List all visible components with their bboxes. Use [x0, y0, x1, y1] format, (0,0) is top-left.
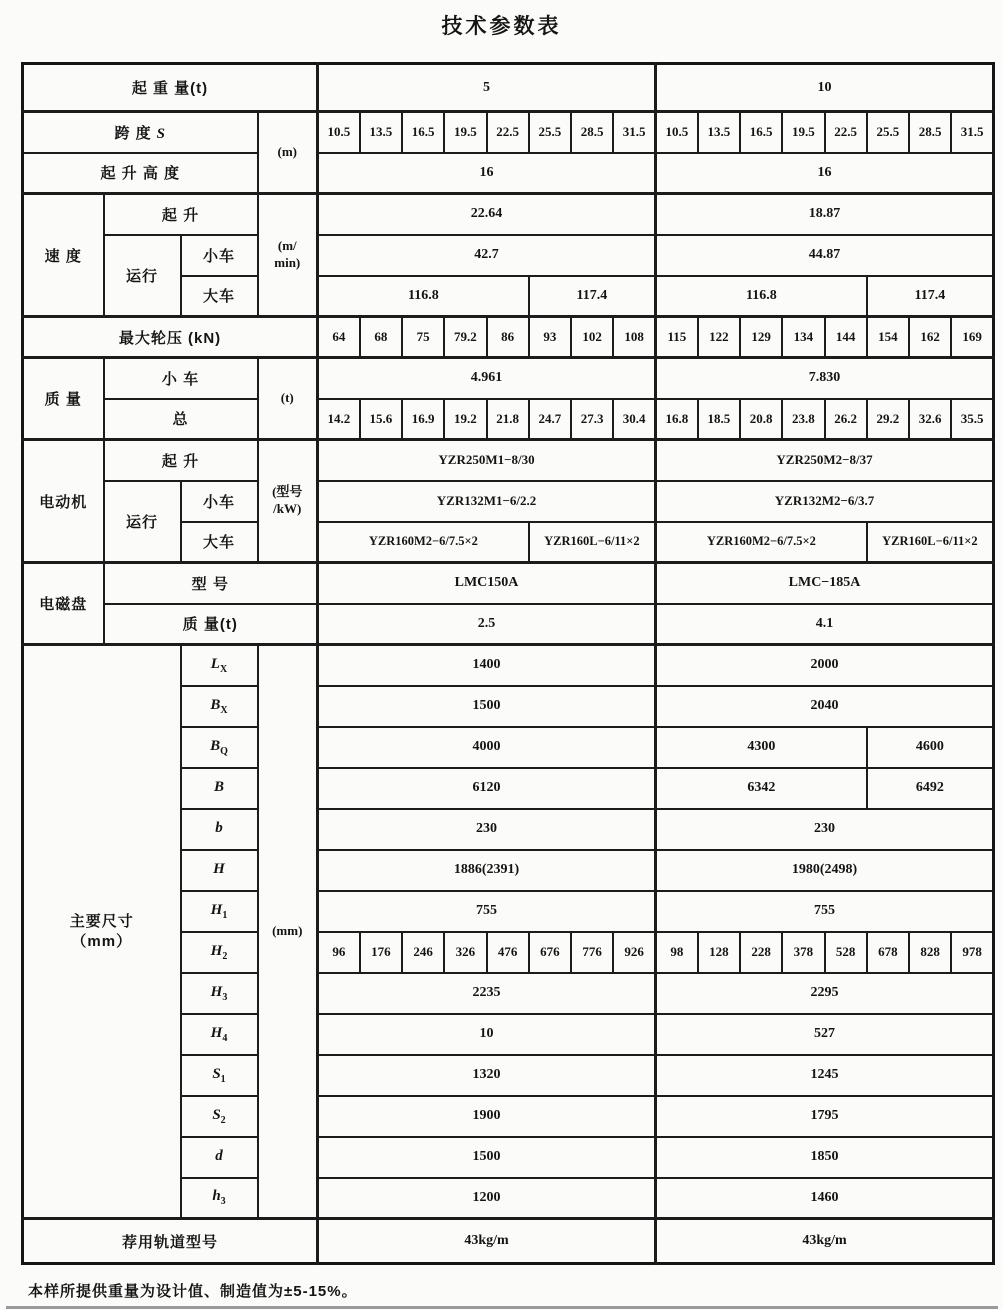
dim-h2-value-cell: 828: [909, 932, 951, 973]
dim-b-5-cell: 6120: [318, 768, 656, 809]
dim-symbol: B: [213, 778, 224, 795]
dim-h4-5-cell: 10: [318, 1014, 656, 1055]
wheel-pressure-value-cell: 115: [656, 317, 698, 358]
mass-total-value-cell: 27.3: [571, 399, 613, 440]
mass-total-value-cell: 24.7: [529, 399, 571, 440]
speed-crane-10a-cell: 116.8: [656, 276, 867, 317]
span-label: 跨 度: [114, 124, 152, 142]
span-value-cell: 31.5: [951, 112, 993, 153]
dim-label-cell: [181, 809, 258, 850]
dim-b2-10-cell: 230: [656, 809, 994, 850]
mass-group-cell: 质 量: [23, 358, 104, 440]
mass-trolley-5-cell: 4.961: [318, 358, 656, 399]
dim-symbol: H: [210, 901, 223, 918]
wheel-pressure-value-cell: 144: [825, 317, 867, 358]
mass-total-value-cell: 14.2: [318, 399, 360, 440]
motor-group-cell: 电动机: [23, 440, 104, 563]
motor-unit-cell: [258, 440, 318, 563]
lift-height-10-cell: 16: [656, 153, 994, 194]
dim-lx-5-cell: 1400: [318, 645, 656, 686]
mass-total-value-cell: 35.5: [951, 399, 993, 440]
dim-bq-10b-cell: 4600: [867, 727, 994, 768]
dim-h2-value-cell: 176: [360, 932, 402, 973]
row-speed-hoist: [23, 194, 994, 235]
magnet-mass-label-cell: 质 量(t): [104, 604, 318, 645]
dim-bx-5-cell: 1500: [318, 686, 656, 727]
motor-trolley-label-cell: 小车: [181, 481, 258, 522]
wheel-pressure-value-cell: 134: [782, 317, 824, 358]
motor-crane-10b-cell: YZR160L−6/11×2: [867, 522, 994, 563]
lift-height-label-cell: 起 升 高 度: [23, 153, 258, 194]
wheel-pressure-value-cell: 154: [867, 317, 909, 358]
footnote: 本样所提供重量为设计值、制造值为±5-15%。: [28, 1283, 358, 1300]
capacity-5-cell: 5: [318, 64, 656, 112]
mass-total-value-cell: 20.8: [740, 399, 782, 440]
dim-label-cell: [181, 1096, 258, 1137]
dim-subscript: X: [219, 663, 228, 675]
dim-h1-10-cell: 755: [656, 891, 994, 932]
dim-b-10a-cell: 6342: [656, 768, 867, 809]
mass-total-value-cell: 29.2: [867, 399, 909, 440]
scan-edge-line: [6, 1306, 998, 1309]
dim-h2-value-cell: 676: [529, 932, 571, 973]
magnet-model-label-cell: 型 号: [104, 563, 318, 604]
table-container: [21, 62, 995, 1265]
motor-unit-line1: (型号: [272, 484, 303, 500]
dims-unit-cell: (mm): [258, 645, 318, 1219]
dim-h2-value-cell: 776: [571, 932, 613, 973]
wheel-pressure-value-cell: 122: [698, 317, 740, 358]
mass-trolley-10-cell: 7.830: [656, 358, 994, 399]
dim-bq-5-cell: 4000: [318, 727, 656, 768]
capacity-label-cell: 起 重 量(t): [23, 64, 318, 112]
row-magnet-mass: [23, 604, 994, 645]
dim-label-cell: [181, 645, 258, 686]
mass-trolley-label-cell: 小 车: [104, 358, 258, 399]
span-value-cell: 16.5: [740, 112, 782, 153]
dim-d-10-cell: 1850: [656, 1137, 994, 1178]
row-wheel-pressure: [23, 317, 994, 358]
row-motor-hoist: [23, 440, 994, 481]
magnet-model-10-cell: LMC−185A: [656, 563, 994, 604]
dim-symbol: H: [210, 983, 223, 1000]
span-value-cell: 28.5: [571, 112, 613, 153]
span-value-cell: 10.5: [656, 112, 698, 153]
speed-hoist-label-cell: 起 升: [104, 194, 258, 235]
speed-trolley-label-cell: 小车: [181, 235, 258, 276]
dim-s2-5-cell: 1900: [318, 1096, 656, 1137]
span-value-cell: 25.5: [529, 112, 571, 153]
magnet-mass-10-cell: 4.1: [656, 604, 994, 645]
dim-subscript: 1: [222, 909, 228, 921]
dim-d-5-cell: 1500: [318, 1137, 656, 1178]
motor-hoist-label-cell: 起 升: [104, 440, 258, 481]
wheel-pressure-value-cell: 162: [909, 317, 951, 358]
speed-travel-label-cell: 运行: [104, 235, 181, 317]
dim-subscript: 2: [220, 1114, 226, 1126]
row-motor-trolley: [23, 481, 994, 522]
motor-trolley-10-cell: YZR132M2−6/3.7: [656, 481, 994, 522]
dim-label-cell: [181, 932, 258, 973]
dim-symbol: d: [215, 1147, 223, 1164]
dim-h2-value-cell: 678: [867, 932, 909, 973]
wheel-pressure-value-cell: 75: [402, 317, 444, 358]
magnet-mass-5-cell: 2.5: [318, 604, 656, 645]
dim-s1-10-cell: 1245: [656, 1055, 994, 1096]
dim-subscript: 3: [220, 1196, 226, 1208]
dim-h2-value-cell: 528: [825, 932, 867, 973]
wheel-pressure-value-cell: 129: [740, 317, 782, 358]
speed-group-cell: 速 度: [23, 194, 104, 317]
dim-symbol: H: [213, 860, 225, 877]
mass-total-value-cell: 23.8: [782, 399, 824, 440]
span-value-cell: 25.5: [867, 112, 909, 153]
row-magnet-model: [23, 563, 994, 604]
dim-h2-value-cell: 96: [318, 932, 360, 973]
rail-5-cell: 43kg/m: [318, 1219, 656, 1264]
dim-label-cell: [181, 686, 258, 727]
span-value-cell: 31.5: [613, 112, 655, 153]
dim-h2-value-cell: 978: [951, 932, 993, 973]
span-value-cell: 13.5: [698, 112, 740, 153]
dim-h2-value-cell: 246: [402, 932, 444, 973]
dim-symbol: h: [212, 1188, 221, 1205]
mass-total-value-cell: 16.9: [402, 399, 444, 440]
dim-h3-10-cell: 2295: [656, 973, 994, 1014]
page-title: 技术参数表: [441, 15, 562, 38]
motor-hoist-10-cell: YZR250M2−8/37: [656, 440, 994, 481]
span-value-cell: 16.5: [402, 112, 444, 153]
speed-hoist-10-cell: 18.87: [656, 194, 994, 235]
dim-symbol: H: [210, 942, 223, 959]
row-lift-height: [23, 153, 994, 194]
wheel-pressure-value-cell: 169: [951, 317, 993, 358]
parameters-table: [21, 62, 995, 1265]
dim-subscript: 3: [222, 991, 228, 1003]
wheel-pressure-value-cell: 108: [613, 317, 655, 358]
speed-crane-5a-cell: 116.8: [318, 276, 529, 317]
row-rail: [23, 1219, 994, 1264]
dim-symbol: B: [210, 696, 221, 713]
span-symbol: S: [156, 125, 166, 142]
capacity-10-cell: 10: [656, 64, 994, 112]
dim-symbol: B: [210, 737, 221, 754]
speed-trolley-10-cell: 44.87: [656, 235, 994, 276]
row-mass-trolley: [23, 358, 994, 399]
mass-total-value-cell: 30.4: [613, 399, 655, 440]
mass-total-label-cell: 总: [104, 399, 258, 440]
lift-height-5-cell: 16: [318, 153, 656, 194]
row-speed-trolley: [23, 235, 994, 276]
mass-unit-cell: (t): [258, 358, 318, 440]
span-value-cell: 13.5: [360, 112, 402, 153]
dim-s2-10-cell: 1795: [656, 1096, 994, 1137]
dim-label-cell: [181, 768, 258, 809]
magnet-model-5-cell: LMC150A: [318, 563, 656, 604]
dim-symbol: b: [215, 819, 223, 836]
dim-h-10-cell: 1980(2498): [656, 850, 994, 891]
motor-crane-label-cell: 大车: [181, 522, 258, 563]
motor-crane-5a-cell: YZR160M2−6/7.5×2: [318, 522, 529, 563]
dim-label-cell: [181, 1014, 258, 1055]
wheel-pressure-value-cell: 68: [360, 317, 402, 358]
mass-total-value-cell: 26.2: [825, 399, 867, 440]
dims-group-line1: 主要尺寸: [69, 913, 134, 930]
mass-total-value-cell: 18.5: [698, 399, 740, 440]
dim-h1-5-cell: 755: [318, 891, 656, 932]
dim-subscript: Q: [220, 745, 228, 757]
dim-symbol: H: [210, 1024, 223, 1041]
dim-b2-5-cell: 230: [318, 809, 656, 850]
dim-label-cell: [181, 850, 258, 891]
row-dim-lx: [23, 645, 994, 686]
dim-label-cell: [181, 1178, 258, 1219]
mass-total-value-cell: 19.2: [444, 399, 486, 440]
dim-s1-5-cell: 1320: [318, 1055, 656, 1096]
dim-subscript: 2: [222, 950, 228, 962]
wheel-pressure-value-cell: 64: [318, 317, 360, 358]
wheel-pressure-value-cell: 79.2: [444, 317, 486, 358]
rail-10-cell: 43kg/m: [656, 1219, 994, 1264]
motor-crane-10a-cell: YZR160M2−6/7.5×2: [656, 522, 867, 563]
wheel-pressure-label-cell: 最大轮压 (kN): [23, 317, 318, 358]
dim-symbol: S: [212, 1065, 221, 1082]
speed-unit-line1: (m/: [277, 238, 297, 254]
span-unit-cell: (m): [258, 112, 318, 194]
motor-unit-line2: /kW): [273, 501, 302, 516]
dim-subscript: 4: [222, 1032, 228, 1044]
dim-symbol: L: [210, 655, 220, 672]
speed-trolley-5-cell: 42.7: [318, 235, 656, 276]
speed-unit-cell: [258, 194, 318, 317]
span-value-cell: 22.5: [487, 112, 529, 153]
motor-travel-label-cell: 运行: [104, 481, 181, 563]
dim-symbol: S: [212, 1106, 221, 1123]
wheel-pressure-value-cell: 93: [529, 317, 571, 358]
mass-total-value-cell: 21.8: [487, 399, 529, 440]
dim-h4-10-cell: 527: [656, 1014, 994, 1055]
dims-group-cell: [23, 645, 181, 1219]
mass-total-value-cell: 16.8: [656, 399, 698, 440]
dim-label-cell: [181, 973, 258, 1014]
speed-hoist-5-cell: 22.64: [318, 194, 656, 235]
span-value-cell: 28.5: [909, 112, 951, 153]
rail-label-cell: 荐用轨道型号: [23, 1219, 318, 1264]
dim-lx-10-cell: 2000: [656, 645, 994, 686]
dim-h2-value-cell: 926: [613, 932, 655, 973]
mass-total-value-cell: 32.6: [909, 399, 951, 440]
span-value-cell: 10.5: [318, 112, 360, 153]
row-span: [23, 112, 994, 153]
dim-subscript: X: [220, 704, 228, 716]
span-value-cell: 19.5: [782, 112, 824, 153]
span-value-cell: 19.5: [444, 112, 486, 153]
motor-trolley-5-cell: YZR132M1−6/2.2: [318, 481, 656, 522]
speed-crane-label-cell: 大车: [181, 276, 258, 317]
dim-h3b-5-cell: 1200: [318, 1178, 656, 1219]
dim-h2-value-cell: 476: [487, 932, 529, 973]
dim-label-cell: [181, 1137, 258, 1178]
dim-subscript: 1: [220, 1073, 226, 1085]
dim-label-cell: [181, 727, 258, 768]
dim-h2-value-cell: 228: [740, 932, 782, 973]
mass-total-value-cell: 15.6: [360, 399, 402, 440]
dim-h2-value-cell: 378: [782, 932, 824, 973]
dim-label-cell: [181, 891, 258, 932]
dim-h3-5-cell: 2235: [318, 973, 656, 1014]
dim-h2-value-cell: 326: [444, 932, 486, 973]
row-mass-total: [23, 399, 994, 440]
speed-crane-5b-cell: 117.4: [529, 276, 656, 317]
dims-group-line2: （mm）: [71, 932, 133, 950]
span-label-cell: [23, 112, 258, 153]
speed-unit-line2: min): [274, 255, 301, 270]
motor-hoist-5-cell: YZR250M1−8/30: [318, 440, 656, 481]
dim-b-10b-cell: 6492: [867, 768, 994, 809]
dim-h2-value-cell: 128: [698, 932, 740, 973]
motor-crane-5b-cell: YZR160L−6/11×2: [529, 522, 656, 563]
dim-label-cell: [181, 1055, 258, 1096]
span-value-cell: 22.5: [825, 112, 867, 153]
wheel-pressure-value-cell: 102: [571, 317, 613, 358]
dim-bx-10-cell: 2040: [656, 686, 994, 727]
row-capacity: [23, 64, 994, 112]
speed-crane-10b-cell: 117.4: [867, 276, 994, 317]
wheel-pressure-value-cell: 86: [487, 317, 529, 358]
dim-bq-10a-cell: 4300: [656, 727, 867, 768]
magnet-group-cell: 电磁盘: [23, 563, 104, 645]
dim-h3b-10-cell: 1460: [656, 1178, 994, 1219]
dim-h2-value-cell: 98: [656, 932, 698, 973]
dim-h-5-cell: 1886(2391): [318, 850, 656, 891]
